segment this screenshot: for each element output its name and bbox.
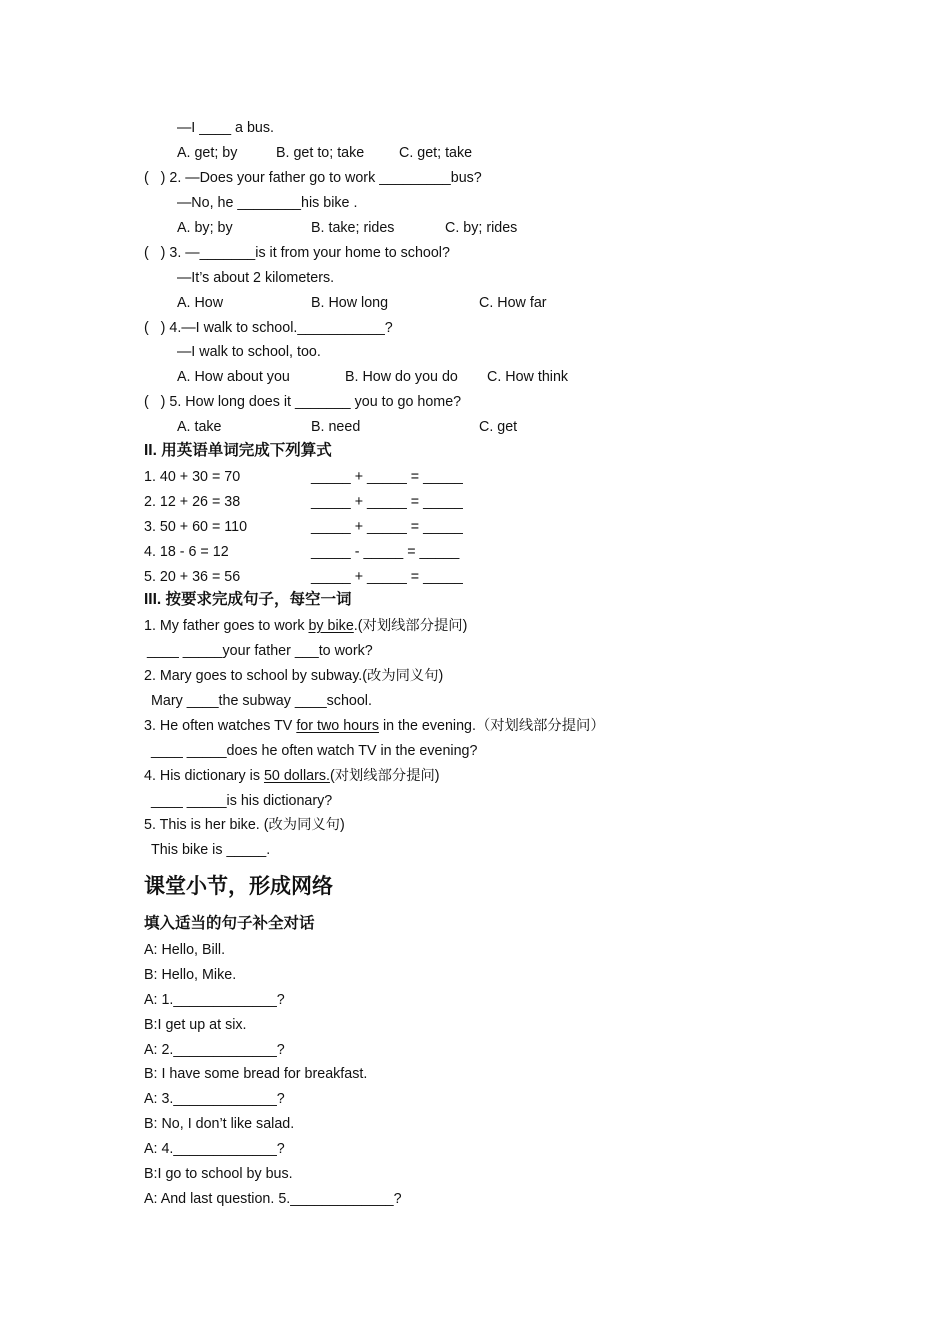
sentence-4-underlined: 50 dollars. (263, 768, 330, 784)
dialog-line-4: B:I get up at six. (144, 1017, 247, 1033)
rewrite-answer-3: ____ _____does he often watch TV in the evening? (151, 743, 478, 759)
question-2: ( ) 2. —Does your father go to work _________bus? (144, 170, 482, 186)
rewrite-sentence-4 (144, 767, 440, 785)
question-3: ( ) 3. —_______is it from your home to school? (144, 245, 450, 261)
section-3-heading: III. 按要求完成句子，每空一词 (144, 591, 352, 608)
sentence-3-instruction: in the evening.（对划线部分提问） (378, 718, 605, 734)
rewrite-answer-2: Mary ____the subway ____school. (151, 693, 372, 709)
question-4: ( ) 4.—I walk to school.___________? (144, 320, 393, 336)
dialog-line-2: B: Hello, Mike. (144, 967, 237, 983)
q3-option-a: A. How (177, 295, 224, 311)
summary-subheading: 填入适当的句子补全对话 (144, 915, 315, 932)
q3-reply: —It’s about 2 kilometers. (177, 270, 335, 286)
q2-option-b: B. take; rides (311, 220, 395, 236)
sentence-1-underlined: by bike (308, 618, 354, 634)
dialog-line-1: A: Hello, Bill. (144, 942, 226, 958)
rewrite-answer-1: ____ _____your father ___to work? (147, 643, 373, 659)
q3-option-b: B. How long (311, 295, 389, 311)
math-equation-2: 2. 12 + 26 = 38 (144, 494, 241, 510)
math-blank-3: _____ + _____ = _____ (311, 519, 463, 535)
rewrite-answer-4: ____ _____is his dictionary? (151, 793, 333, 809)
math-equation-3: 3. 50 + 60 = 110 (144, 519, 248, 535)
q3-option-c: C. How far (479, 295, 547, 311)
q2-option-c: C. by; rides (445, 220, 518, 236)
rewrite-sentence-2: 2. Mary goes to school by subway.(改为同义句) (144, 668, 444, 684)
q4-reply: —I walk to school, too. (177, 344, 321, 360)
q1-option-b: B. get to; take (276, 145, 365, 161)
math-equation-4: 4. 18 - 6 = 12 (144, 544, 229, 560)
q2-reply: —No, he ________his bike . (177, 195, 358, 211)
q1-option-a: A. get; by (177, 145, 238, 161)
sentence-3-underlined: for two hours (296, 718, 379, 734)
dialog-line-8: B: No, I don’t like salad. (144, 1116, 295, 1132)
sentence-1-text: 1. My father goes to work (144, 618, 309, 634)
q4-option-c: C. How think (487, 369, 569, 385)
dialog-line-10: B:I go to school by bus. (144, 1166, 293, 1182)
dialog-line-11: A: And last question. 5._____________? (144, 1191, 402, 1207)
q4-option-a: A. How about you (177, 369, 290, 385)
q5-option-c: C. get (479, 419, 518, 435)
sentence-3-text: 3. He often watches TV (144, 718, 297, 734)
sentence-1-instruction: .(对划线部分提问) (353, 618, 468, 634)
math-blank-5: _____ + _____ = _____ (311, 569, 463, 585)
q5-option-b: B. need (311, 419, 361, 435)
sentence-4-text: 4. His dictionary is (144, 768, 264, 784)
rewrite-sentence-3 (144, 717, 605, 735)
math-equation-1: 1. 40 + 30 = 70 (144, 469, 241, 485)
dialog-line-3: A: 1._____________? (144, 992, 285, 1008)
math-blank-2: _____ + _____ = _____ (311, 494, 463, 510)
q1-reply: —I ____ a bus. (177, 120, 274, 136)
math-blank-4: _____ - _____ = _____ (311, 544, 460, 560)
rewrite-sentence-5: 5. This is her bike. (改为同义句) (144, 817, 345, 833)
dialog-line-6: B: I have some bread for breakfast. (144, 1066, 368, 1082)
q1-option-c: C. get; take (399, 145, 473, 161)
math-equation-5: 5. 20 + 36 = 56 (144, 569, 241, 585)
rewrite-sentence-1 (144, 617, 467, 635)
q5-option-a: A. take (177, 419, 222, 435)
dialog-line-7: A: 3._____________? (144, 1091, 285, 1107)
rewrite-answer-5: This bike is _____. (151, 842, 271, 858)
section-2-heading: II. 用英语单词完成下列算式 (144, 442, 332, 459)
math-blank-1: _____ + _____ = _____ (311, 469, 463, 485)
summary-title: 课堂小节，形成网络 (144, 875, 333, 898)
q2-option-a: A. by; by (177, 220, 233, 236)
sentence-4-instruction: (对划线部分提问) (329, 768, 440, 784)
dialog-line-9: A: 4._____________? (144, 1141, 285, 1157)
dialog-line-5: A: 2._____________? (144, 1042, 285, 1058)
question-5: ( ) 5. How long does it _______ you to go home? (144, 394, 462, 410)
q4-option-b: B. How do you do (345, 369, 458, 385)
